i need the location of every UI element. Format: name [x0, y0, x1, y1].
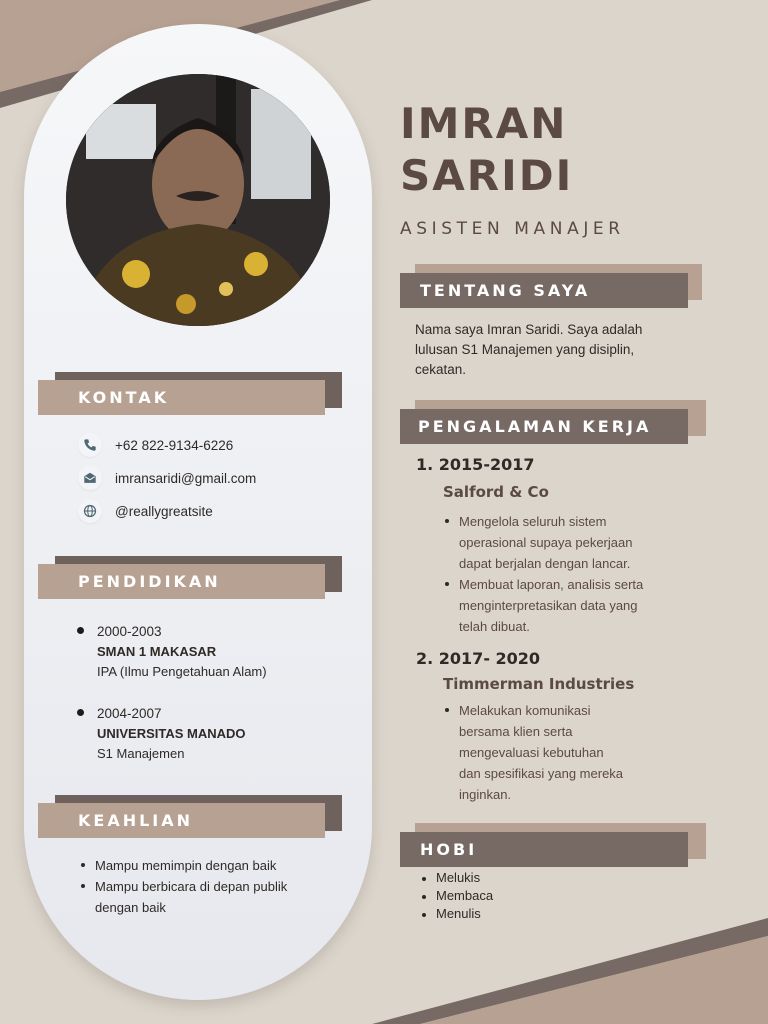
- education-entry: [97, 622, 267, 682]
- section-title: TENTANG SAYA: [420, 281, 591, 300]
- job-title: ASISTEN MANAJER: [400, 219, 625, 239]
- section-header-contact: [38, 372, 342, 416]
- list-item: Menulis: [436, 905, 493, 923]
- education-years: 2000-2003: [97, 624, 162, 639]
- section-title: PENGALAMAN KERJA: [418, 417, 652, 436]
- section-title: KEAHLIAN: [78, 811, 194, 830]
- globe-icon: [78, 499, 102, 523]
- skills-list: [95, 855, 345, 918]
- experience-company: Salford & Co: [443, 483, 549, 501]
- website-handle: @reallygreatsite: [115, 503, 213, 519]
- hobby-list: [436, 869, 493, 923]
- section-title: KONTAK: [78, 388, 170, 407]
- contact-phone[interactable]: [78, 433, 233, 457]
- education-years: 2004-2007: [97, 706, 162, 721]
- list-item: Membaca: [436, 888, 494, 903]
- profile-photo: [66, 74, 330, 326]
- bullet-dot: [77, 709, 84, 716]
- section-header-about: [400, 264, 702, 308]
- phone-number: +62 822-9134-6226: [115, 437, 234, 453]
- contact-email[interactable]: [78, 466, 256, 490]
- section-header-education: [38, 556, 342, 600]
- list-item: Mampu memimpin dengan baik: [95, 855, 345, 876]
- person-name: [400, 98, 573, 202]
- experience-period: 1. 2015-2017: [416, 455, 535, 474]
- experience-duties: [459, 511, 699, 637]
- name-line-2: SARIDI: [400, 151, 574, 200]
- list-item: Mampu berbicara di depan publik dengan baik: [95, 876, 345, 918]
- section-header-experience: [400, 400, 706, 444]
- experience-duties: [459, 700, 699, 805]
- education-degree: S1 Manajemen: [97, 746, 185, 761]
- bullet-dot: [77, 627, 84, 634]
- section-header-skills: [38, 795, 342, 839]
- list-item: Membuat laporan, analisis serta menginterpretasikan data yang telah dibuat.: [459, 574, 699, 637]
- education-entry: [97, 704, 246, 764]
- email-address: imransaridi@gmail.com: [115, 470, 257, 486]
- education-school: UNIVERSITAS MANADO: [97, 726, 246, 741]
- section-header-hobby: [400, 823, 706, 867]
- about-text: Nama saya Imran Saridi. Saya adalah lulusan S1 Manajemen yang disiplin, cekatan.: [415, 322, 643, 377]
- section-title: PENDIDIKAN: [78, 572, 221, 591]
- education-degree: IPA (Ilmu Pengetahuan Alam): [97, 664, 267, 679]
- name-line-1: IMRAN: [400, 99, 568, 148]
- education-school: SMAN 1 MAKASAR: [97, 644, 217, 659]
- experience-period: 2. 2017- 2020: [416, 649, 541, 668]
- mail-icon: [78, 466, 102, 490]
- list-item: Mengelola seluruh sistem operasional supaya pekerjaan dapat berjalan dengan lancar.: [459, 511, 699, 574]
- list-item: Melakukan komunikasi bersama klien serta mengevaluasi kebutuhan dan spesifikasi yang mereka inginkan.: [459, 700, 699, 805]
- contact-website[interactable]: [78, 499, 213, 523]
- phone-icon: [78, 433, 102, 457]
- experience-company: Timmerman Industries: [443, 675, 635, 693]
- list-item: Melukis: [436, 869, 493, 887]
- section-title: HOBI: [420, 840, 478, 859]
